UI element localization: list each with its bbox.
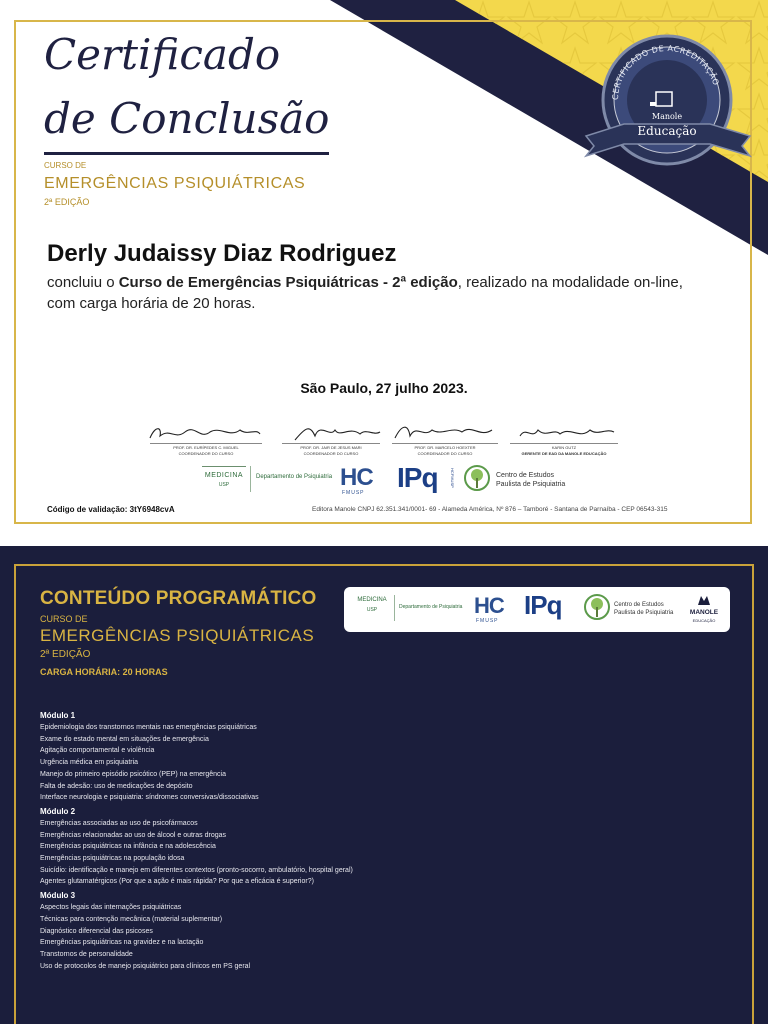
- usp-label: USP: [218, 482, 230, 488]
- signature-name-1: PROF. DR. EURÍPEDES C. MIGUEL: [173, 445, 239, 450]
- module-item: Emergências psiquiátricas na população idosa: [40, 855, 185, 863]
- module-item: Interface neurologia e psiquiatria: síndromes conversivas/dissociativas: [40, 794, 259, 802]
- program-course-label: CURSO DE: [40, 614, 88, 624]
- validation-code: Código de validação: 3tY6948cvA: [47, 505, 175, 514]
- signature-name-2: PROF. DR. JAIR DE JESUS MARI: [300, 445, 362, 450]
- signature-line-4: [510, 443, 618, 444]
- signature-sub-2: COORDENADOR DO CURSO: [303, 451, 359, 456]
- svg-text:CERTIFICADO DE ACREDITAÇÃO: CERTIFICADO DE ACREDITAÇÃO: [610, 43, 721, 101]
- module-3: [40, 890, 720, 972]
- p-cepp-line2: Paulista de Psiquiatria: [614, 610, 674, 616]
- manole-icon: [697, 594, 711, 606]
- department-logo: Departamento de Psiquiatria: [256, 474, 333, 480]
- modules-list: [40, 708, 720, 972]
- handwritten-signatures: [140, 418, 630, 446]
- p-ipq-logo: IPq: [524, 590, 562, 620]
- badge-brand-line2: Educação: [637, 124, 697, 138]
- tree-icon: [462, 464, 492, 496]
- logo-divider: [250, 466, 251, 492]
- p-medicina-logo: MEDICINA: [357, 597, 387, 603]
- module-item: Agitação comportamental e violência: [40, 747, 155, 755]
- module-item: Urgência médica em psiquiatria: [40, 759, 139, 767]
- program-course-name: EMERGÊNCIAS PSIQUIÁTRICAS: [40, 626, 315, 645]
- p-fmusp-label: FMUSP: [476, 618, 499, 624]
- signature-sub-1: COORDENADOR DO CURSO: [178, 451, 234, 456]
- module-title: Módulo 3: [40, 891, 76, 901]
- cepp-line2: Paulista de Psiquiatria: [496, 481, 566, 488]
- p-hc-logo: HC: [474, 593, 504, 618]
- module-item: Suicídio: identificação e manejo em diferentes contextos (pronto-socorro, ambulatório, hospital geral): [40, 866, 353, 874]
- certificate-title-line1: Certificado: [44, 30, 281, 79]
- course-label: CURSO DE: [44, 161, 87, 170]
- module-item: Agentes glutamatérgicos (Por que a ação é mais rápida? Por que a eficácia é superior?): [40, 878, 314, 886]
- module-item: Falta de adesão: uso de medicações de depósito: [40, 782, 193, 790]
- module-item: Técnicas para contenção mecânica (material suplementar): [40, 915, 223, 923]
- module-2: [40, 806, 720, 888]
- program-hours: CARGA HORÁRIA: 20 HORAS: [40, 667, 168, 677]
- partner-logos: [200, 464, 575, 500]
- module-item: Emergências psiquiátricas na infância e na adolescência: [40, 843, 216, 851]
- accreditation-badge: [584, 18, 754, 168]
- certificate-body: [47, 272, 715, 314]
- module-item: Epidemiologia dos transtornos mentais nas emergências psiquiátricas: [40, 724, 257, 731]
- edition: 2ª EDIÇÃO: [44, 197, 90, 207]
- signature-line-2: [282, 443, 380, 444]
- module-item: Uso de protocolos de manejo psiquiátrico para clínicos em PS geral: [40, 962, 251, 970]
- module-title: Módulo 2: [40, 806, 76, 816]
- hc-logo: HC: [340, 464, 373, 491]
- module-item: Manejo do primeiro episódio psicótico (PEP) na emergência: [40, 770, 226, 778]
- program-heading: CONTEÚDO PROGRAMÁTICO: [40, 588, 317, 609]
- fmusp-label: FMUSP: [342, 490, 365, 496]
- signature-sub-3: COORDENADOR DO CURSO: [417, 451, 473, 456]
- signature-line-1: [150, 443, 262, 444]
- manole-sublabel: EDUCAÇÃO: [692, 618, 716, 623]
- program-logos-bar: [344, 587, 730, 632]
- body-suffix: , realizado na modalidade on-line, com carga horária de 20 horas.: [47, 274, 683, 312]
- recipient-name: Derly Judaissy Diaz Rodriguez: [47, 240, 397, 267]
- module-title: Módulo 1: [40, 711, 76, 720]
- signature-name-3: PROF. DR. MARCELO HOEXTER: [414, 445, 476, 450]
- p-tree-icon: [582, 593, 612, 625]
- signature-name-4: KARIN GUTZ: [551, 445, 577, 450]
- publisher-info: Editora Manole CNPJ 62.351.341/0001- 69 - Alameda América, Nº 876 – Tamboré - Santana de Parnaíba - CEP 06543-315: [312, 506, 668, 513]
- module-item: Transtornos de personalidade: [40, 950, 133, 958]
- title-divider: [44, 152, 329, 155]
- module-1: [40, 710, 720, 804]
- module-item: Aspectos legais das internações psiquiátricas: [40, 904, 182, 912]
- place-date: São Paulo, 27 julho 2023.: [300, 380, 468, 396]
- module-item: Diagnóstico diferencial das psicoses: [40, 927, 153, 935]
- body-course: Curso de Emergências Psiquiátricas - 2ª edição: [118, 274, 458, 291]
- p-cepp-line1: Centro de Estudos: [614, 602, 664, 608]
- module-item: Emergências associadas ao uso de psicofármacos: [40, 819, 198, 827]
- medicina-logo: MEDICINA: [204, 472, 244, 479]
- module-item: Emergências psiquiátricas na gravidez e na lactação: [40, 939, 204, 947]
- body-prefix: concluiu o: [47, 274, 119, 291]
- signature-line-3: [392, 443, 498, 444]
- course-name: EMERGÊNCIAS PSIQUIÁTRICAS: [44, 175, 306, 192]
- program-page: [0, 546, 768, 1024]
- program-edition: 2ª EDIÇÃO: [40, 649, 91, 660]
- ipq-logo: IPq: [397, 462, 438, 493]
- p-usp-label: USP: [366, 607, 378, 613]
- certificate-title-line2: de Conclusão: [44, 94, 330, 143]
- ipq-sublabel: HCFMUSP: [450, 468, 455, 488]
- module-item: Emergências relacionadas ao uso de álcool e outras drogas: [40, 831, 227, 839]
- manole-logo: MANOLE: [689, 609, 719, 616]
- badge-brand-line1: Manole: [651, 112, 683, 121]
- p-logo-divider: [394, 595, 395, 621]
- signature-sub-4: GERENTE DE EAD DA MANOLE EDUCAÇÃO: [521, 451, 607, 456]
- module-item: Exame do estado mental em situações de emergência: [40, 735, 209, 743]
- p-department-logo: Departamento de Psiquiatria: [399, 604, 463, 610]
- badge-seal-icon: [584, 18, 754, 168]
- cepp-line1: Centro de Estudos: [496, 472, 554, 479]
